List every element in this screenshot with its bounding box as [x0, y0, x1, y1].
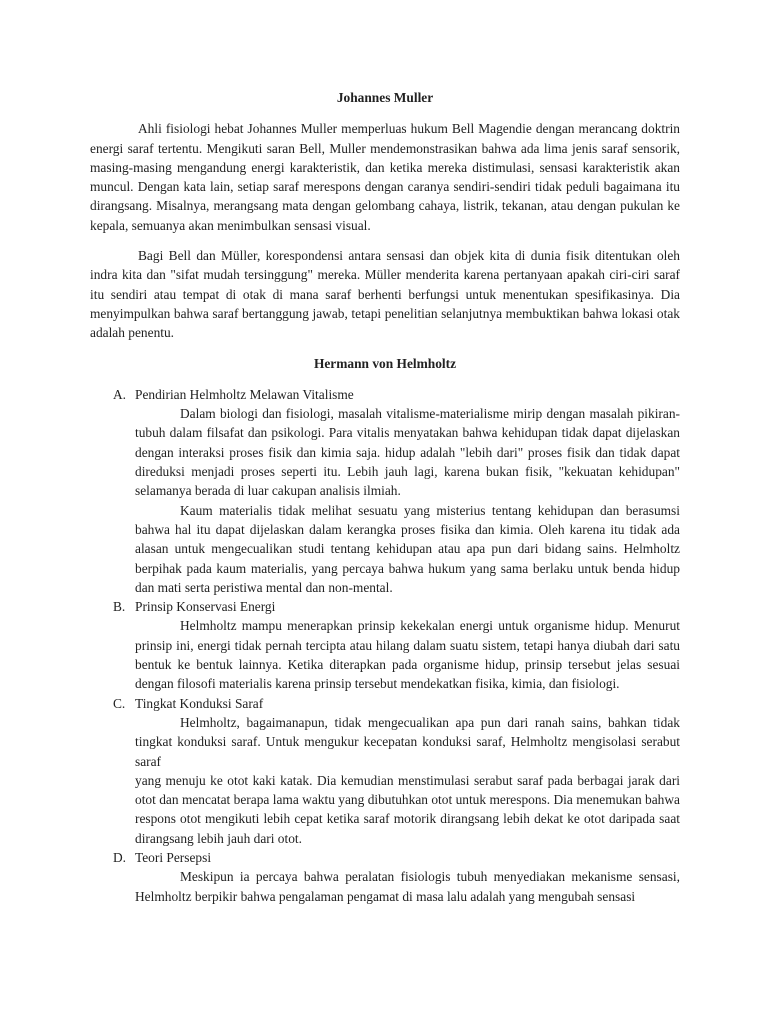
- section-c-paragraph-2: yang menuju ke otot kaki katak. Dia kemudian menstimulasi serabut saraf pada berbagai jarak dari otot dan mencatat berapa lama waktu yang dibutuhkan otot untuk merespons. Dia menemukan bahwa respons otot mengikuti lebih cepat ketika saraf motorik dirangsang lebih dekat ke otot daripada saat dirangsang lebih jauh dari otot.: [135, 772, 680, 846]
- section-b-title: Prinsip Konservasi Energi: [135, 599, 276, 615]
- section-c-letter: C.: [113, 695, 126, 711]
- section-c-title: Tingkat Konduksi Saraf: [135, 695, 264, 711]
- section-b-body: [90, 616, 680, 693]
- paragraph-muller-1: Ahli fisiologi hebat Johannes Muller memperluas hukum Bell Magendie dengan merancang doktrin energi saraf tertentu. Mengikuti saran Bell, Muller mendemonstrasikan bahwa ada lima jenis saraf sensorik, masing-masing mengandung energi karakteristik, dan ketika mereka distimulasi, sensasi karakteristik akan muncul. Dengan kata lain, setiap saraf merespons dengan caranya sendiri-sendiri tidak peduli bagaimana itu dirangsang. Misalnya, merangsang mata dengan gelombang cahaya, listrik, tekanan, atau dengan pukulan ke kepala, semuanya akan menimbulkan sensasi visual.: [90, 121, 680, 233]
- section-d-letter: D.: [113, 849, 127, 865]
- paragraph-muller-2: Bagi Bell dan Müller, korespondensi antara sensasi dan objek kita di dunia fisik ditentukan oleh indra kita dan "sifat mudah tersinggung" mereka. Müller menderita karena pertanyaan apakah ciri-ciri saraf itu sendiri atau tempat di otak di mana saraf berhenti berfungsi untuk menentukan spesifikasinya. Dia menyimpulkan bahwa saraf bertanggung jawab, tetapi penelitian selanjutnya membuktikan bahwa lokasi otak adalah penentu.: [90, 248, 680, 341]
- section-d-body: [90, 867, 680, 906]
- section-a-letter: A.: [113, 386, 127, 402]
- section-c-paragraph-1: Helmholtz, bagaimanapun, tidak mengecualikan apa pun dari ranah sains, bahkan tidak tingkat konduksi saraf. Untuk mengukur kecepatan konduksi saraf, Helmholtz mengisolasi serabut saraf: [135, 714, 680, 769]
- heading-helmholtz: Hermann von Helmholtz: [313, 355, 457, 371]
- section-d: [90, 848, 680, 906]
- section-a-heading: [113, 385, 680, 404]
- section-b: [90, 597, 680, 693]
- document-content: [90, 88, 680, 906]
- section-a-body: [90, 404, 680, 597]
- section-c-heading: [113, 694, 680, 713]
- heading-johannes-muller: Johannes Muller: [336, 90, 434, 105]
- section-d-paragraph-1: Meskipun ia percaya bahwa peralatan fisiologis tubuh menyediakan mekanisme sensasi, Helmholtz berpikir bahwa pengalaman pengamat di masa lalu adalah yang mengubah sensasi: [135, 869, 680, 904]
- section-b-paragraph-1: Helmholtz mampu menerapkan prinsip kekekalan energi untuk organisme hidup. Menurut prinsip ini, energi tidak pernah tercipta atau hilang dalam suatu sistem, tetapi hanya diubah dari satu bentuk ke bentuk lainnya. Ketika diterapkan pada organisme hidup, prinsip tersebut jelas sesuai dengan filosofi materialis karena prinsip tersebut mendekatkan fisika, kimia, dan fisiologi.: [135, 618, 680, 692]
- section-b-letter: B.: [113, 599, 126, 615]
- section-d-title: Teori Persepsi: [135, 849, 212, 865]
- section-d-heading: [113, 848, 680, 867]
- section-a-paragraph-2: Kaum materialis tidak melihat sesuatu yang misterius tentang kehidupan dan berasumsi bahwa hal itu dapat dijelaskan dalam kerangka proses fisika dan kimia. Oleh karena itu tidak ada alasan untuk mengecualikan studi tentang kehidupan atau apa pun dari bidang sains. Helmholtz berpihak pada kaum materialis, yang percaya bahwa hukum yang sama berlaku untuk benda hidup dan mati serta peristiwa mental dan non-mental.: [135, 502, 680, 595]
- section-c: [90, 694, 680, 848]
- section-a-paragraph-1: Dalam biologi dan fisiologi, masalah vitalisme-materialisme mirip dengan masalah pikiran-tubuh dalam filsafat dan psikologi. Para vitalis menyatakan bahwa kehidupan tidak dapat dijelaskan dengan interaksi proses fisik dan kimia saja. hidup adalah "lebih dari" proses fisik dan tidak dapat direduksi menjadi proses seperti itu. Lebih jauh lagi, karena bukan fisik, "kekuatan kehidupan" selamanya berada di luar cakupan analisis ilmiah.: [135, 406, 680, 499]
- section-c-body: [90, 713, 680, 848]
- section-a: [90, 385, 680, 597]
- section-a-title: Pendirian Helmholtz Melawan Vitalisme: [135, 386, 354, 402]
- section-b-heading: [113, 597, 680, 616]
